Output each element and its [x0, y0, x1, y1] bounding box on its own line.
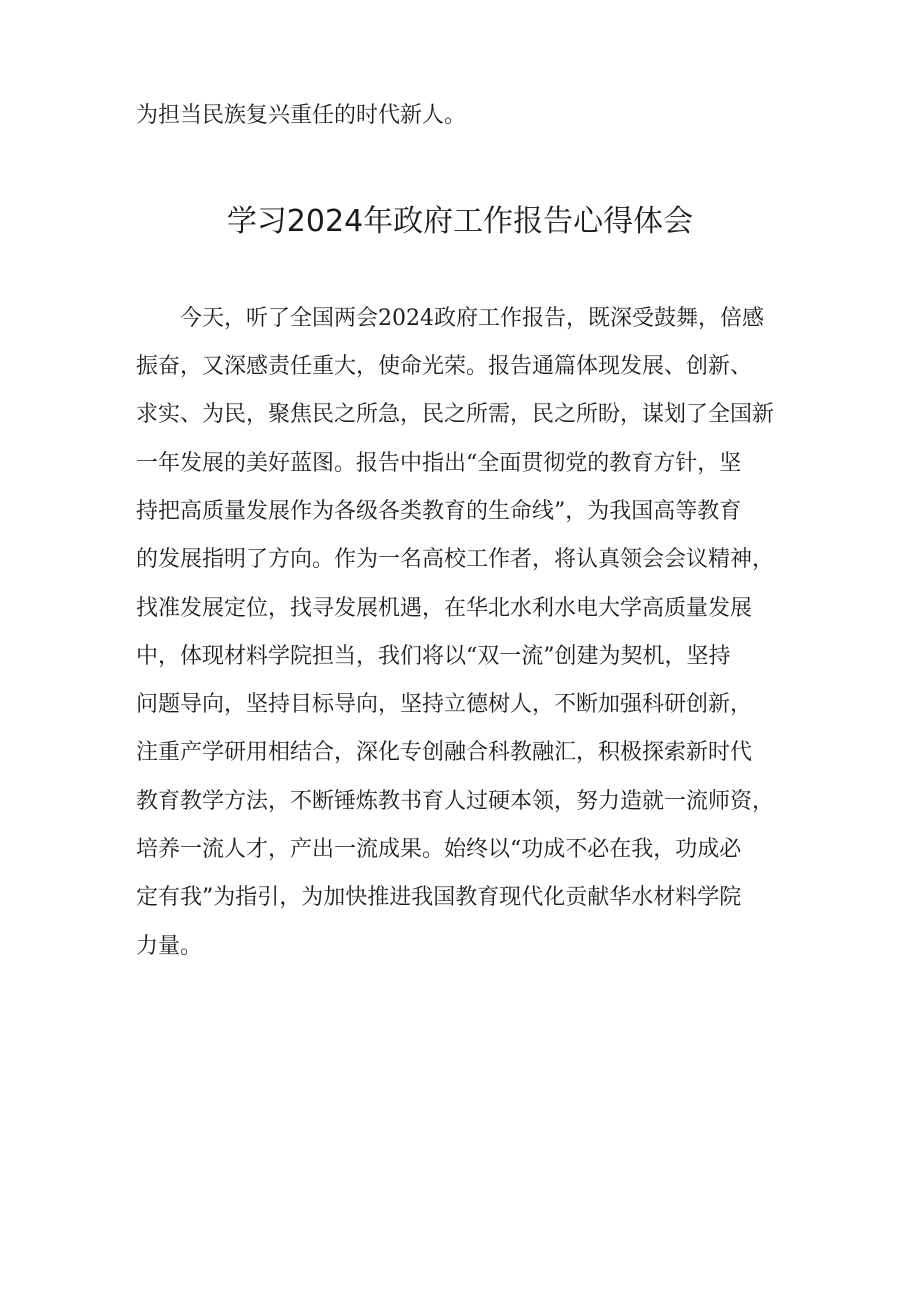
- paragraph-line: 求实、为民，聚焦民之所急，民之所需，民之所盼，谋划了全国新: [136, 402, 775, 427]
- paragraph-line: 今天，听了全国两会2024政府工作报告，既深受鼓舞，倍感: [180, 306, 764, 331]
- paragraph-line: 找准发展定位，找寻发展机遇，在华北水利水电大学高质量发展: [136, 596, 753, 621]
- paragraph-line: 注重产学研用相结合，深化专创融合科教融汇，积极探索新时代: [136, 740, 753, 765]
- document-title: 学习2024年政府工作报告心得体会: [226, 204, 694, 239]
- paragraph-line: 力量。: [136, 934, 203, 959]
- paragraph-line: 一年发展的美好蓝图。报告中指出“全面贯彻党的教育方针，坚: [136, 451, 742, 476]
- continuation-line: 为担当民族复兴重任的时代新人。: [136, 103, 467, 128]
- paragraph-line: 定有我”为指引，为加快推进我国教育现代化贡献华水材料学院: [136, 885, 742, 910]
- paragraph-line: 培养一流人才，产出一流成果。始终以“功成不必在我，功成必: [136, 837, 742, 862]
- paragraph-line: 持把高质量发展作为各级各类教育的生命线”，为我国高等教育: [136, 499, 742, 524]
- paragraph-line: 教育教学方法，不断锤炼教书育人过硬本领，努力造就一流师资，: [136, 789, 775, 814]
- paragraph-line: 的发展指明了方向。作为一名高校工作者，将认真领会会议精神，: [136, 547, 775, 572]
- paragraph-line: 中，体现材料学院担当，我们将以“双一流”创建为契机，坚持: [136, 644, 731, 669]
- paragraph-line: 问题导向，坚持目标导向，坚持立德树人，不断加强科研创新，: [136, 692, 753, 717]
- paragraph-line: 振奋，又深感责任重大，使命光荣。报告通篇体现发展、创新、: [136, 354, 753, 379]
